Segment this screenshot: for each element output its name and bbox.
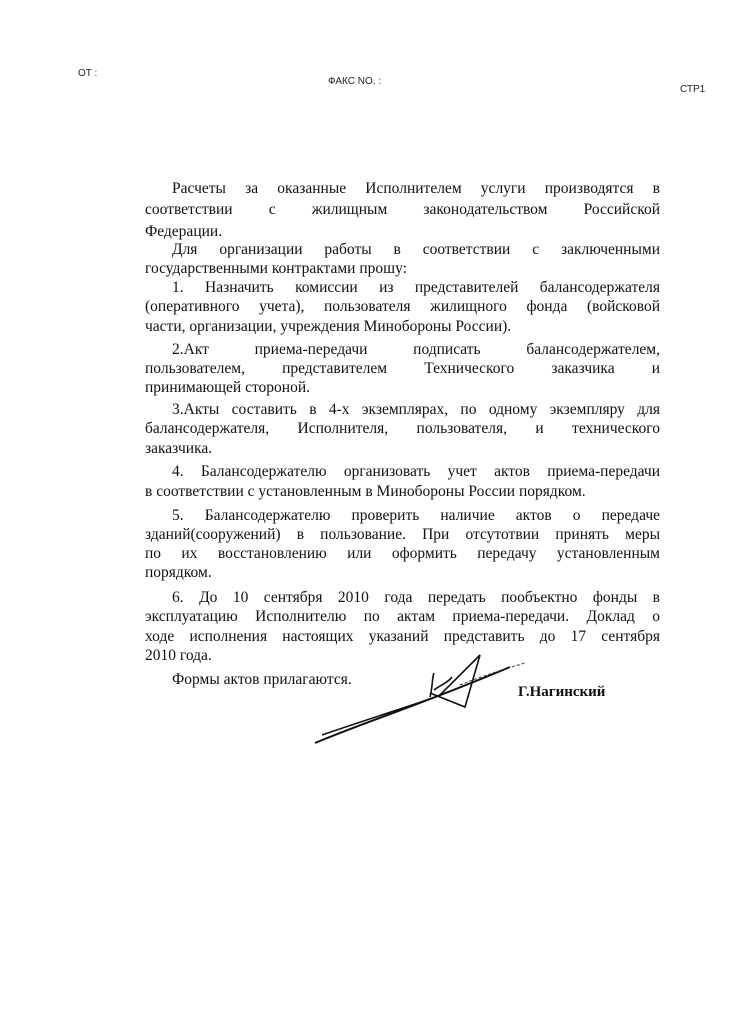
- text-line: 6. До 10 сентября 2010 года передать пообъектно фонды в: [172, 589, 660, 606]
- fax-number-label: ФАКС NO. :: [328, 76, 382, 87]
- text-line: 4. Балансодержателю организовать учет актов приема-передачи: [172, 463, 660, 480]
- text-line: пользователем, представителем Технического заказчика и: [145, 360, 660, 377]
- text-line: Для организации работы в соответствии с заключенными: [172, 241, 660, 258]
- text-line: (оперативного учета), пользователя жилищного фонда (войсковой: [145, 298, 660, 315]
- fax-page-label: СТР1: [680, 84, 706, 95]
- text-line: 2.Акт приема-передачи подписать балансодержателем,: [172, 341, 660, 358]
- text-line: эксплуатацию Исполнителю по актам приема-передачи. Доклад о: [145, 608, 660, 625]
- text-line: принимающей стороной.: [145, 379, 310, 396]
- text-line: зданий(сооружений) в пользование. При отсутотвии принять меры: [145, 526, 660, 543]
- signatory-name: Г.Нагинский: [518, 684, 606, 700]
- text-line: части, организации, учреждения Минобороны России).: [145, 318, 512, 335]
- text-line: в соответствии с установленным в Минобороны России порядком.: [145, 483, 586, 500]
- text-line: 1. Назначить комиссии из представителей балансодержателя: [172, 279, 660, 296]
- handwritten-signature: [310, 645, 530, 755]
- text-line: порядком.: [145, 564, 212, 581]
- text-line: Формы актов прилагаются.: [172, 671, 352, 688]
- text-line: ходе исполнения настоящих указаний представить до 17 сентября: [145, 628, 660, 645]
- text-line: государственными контрактами прошу:: [145, 260, 407, 277]
- text-line: 3.Акты составить в 4-х экземплярах, по одному экземпляру для: [172, 401, 660, 418]
- fax-from-label: OT :: [78, 68, 98, 79]
- text-line: Расчеты за оказанные Исполнителем услуги производятся в: [172, 180, 660, 197]
- text-line: балансодержателя, Исполнителя, пользователя, и технического: [145, 420, 660, 437]
- text-line: заказчика.: [145, 440, 213, 457]
- text-line: 2010 года.: [145, 647, 212, 664]
- text-line: Федерации.: [145, 223, 223, 240]
- text-line: по их восстановлению или оформить передачу установленным: [145, 545, 660, 562]
- text-line: 5. Балансодержателю проверить наличие актов о передаче: [172, 507, 660, 524]
- text-line: соответствии с жилищным законодательством Российской: [145, 201, 660, 218]
